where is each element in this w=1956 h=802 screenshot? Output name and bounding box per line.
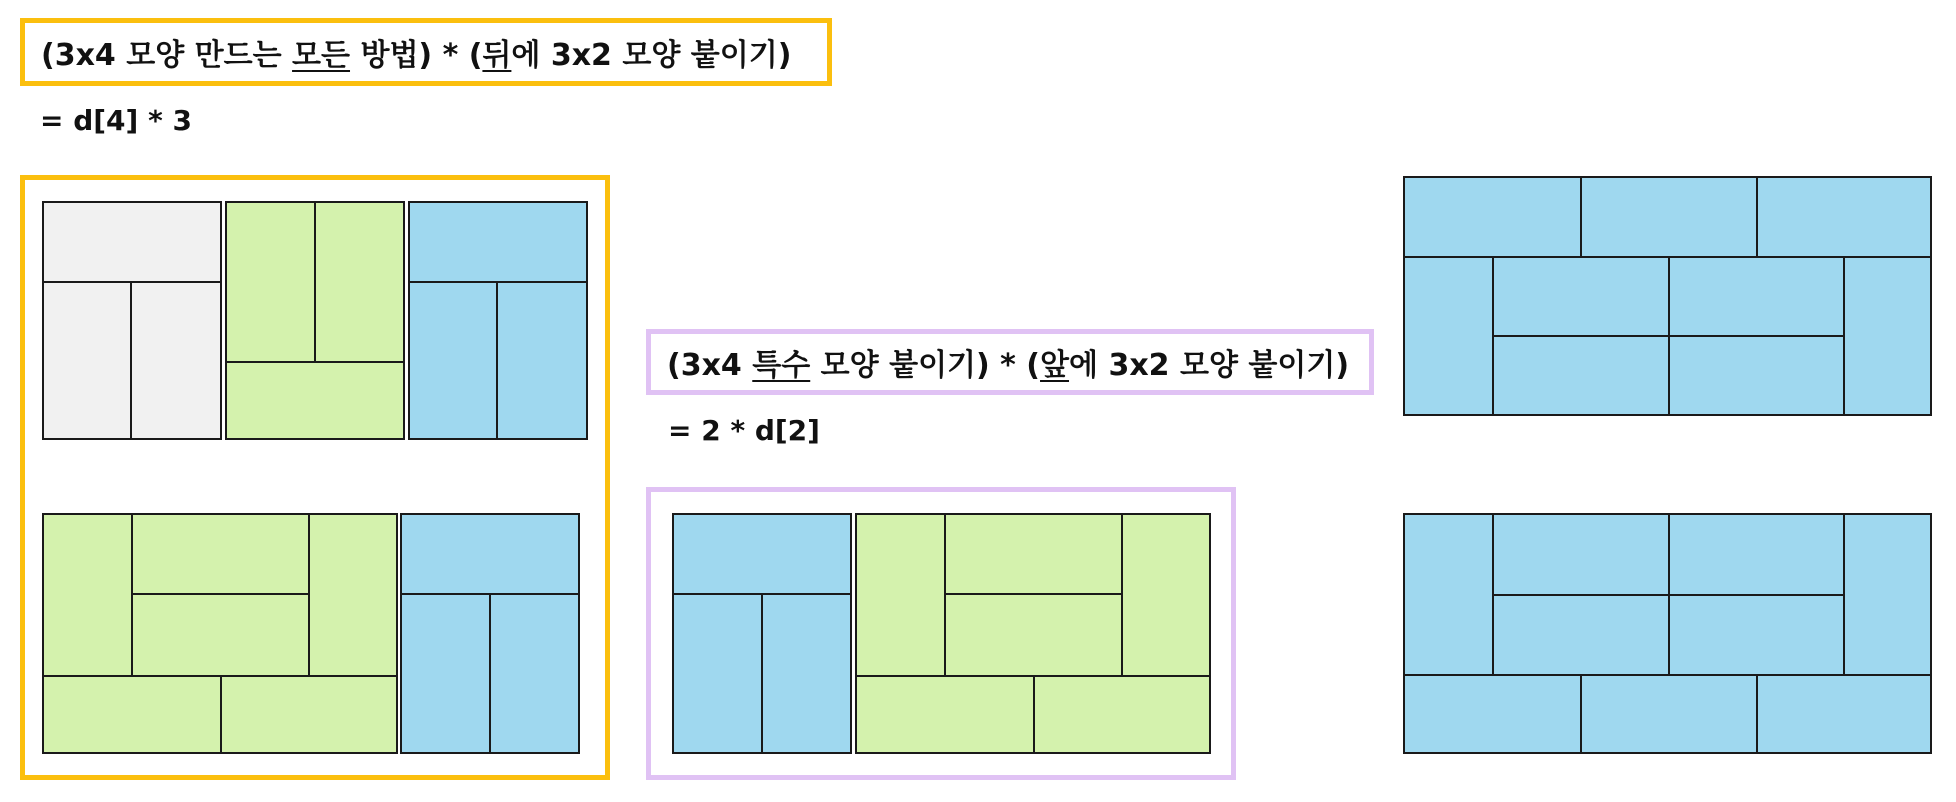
formula-2-times-d2: = 2 * d[2] — [668, 414, 820, 447]
divider — [1756, 178, 1758, 258]
divider — [308, 515, 310, 675]
blue-3x4-shape — [408, 201, 588, 440]
blue-vertical-divider — [496, 281, 498, 440]
gray-vertical-divider — [130, 281, 132, 440]
green-3x4-shape — [225, 201, 405, 440]
divider — [1756, 674, 1758, 754]
divider — [944, 515, 946, 675]
green-special-shape-2 — [855, 513, 1211, 754]
divider — [131, 593, 310, 595]
divider — [1580, 674, 1582, 754]
blue-horizontal-divider — [410, 281, 586, 283]
divider — [489, 593, 491, 754]
blue-3x2-shape — [400, 513, 580, 754]
divider — [1033, 675, 1035, 754]
divider — [220, 675, 222, 754]
divider — [944, 593, 1123, 595]
divider — [761, 593, 763, 754]
blue-special-shape-bottom — [1403, 513, 1932, 754]
divider — [1580, 178, 1582, 258]
title-special-shape-box — [646, 329, 1374, 395]
gray-3x4-shape — [42, 201, 222, 440]
gray-horizontal-divider — [44, 281, 220, 283]
green-special-shape — [42, 513, 398, 754]
divider — [131, 515, 133, 675]
divider — [1492, 594, 1845, 596]
title-all-ways-text: (3x4 모양 만드는 모든 방법) * (뒤에 3x2 모양 붙이기) — [41, 38, 792, 73]
formula-d4-times-3: = d[4] * 3 — [40, 104, 192, 137]
green-vertical-divider — [314, 203, 316, 361]
divider — [1121, 515, 1123, 675]
divider — [1405, 674, 1930, 676]
title-special-shape-text: (3x4 특수 모양 붙이기) * (앞에 3x2 모양 붙이기) — [667, 348, 1350, 383]
green-horizontal-divider — [227, 361, 403, 363]
blue-3x2-front-shape — [672, 513, 852, 754]
title-all-ways-box — [20, 18, 832, 86]
blue-special-shape-top — [1403, 176, 1932, 416]
divider — [1668, 256, 1670, 416]
